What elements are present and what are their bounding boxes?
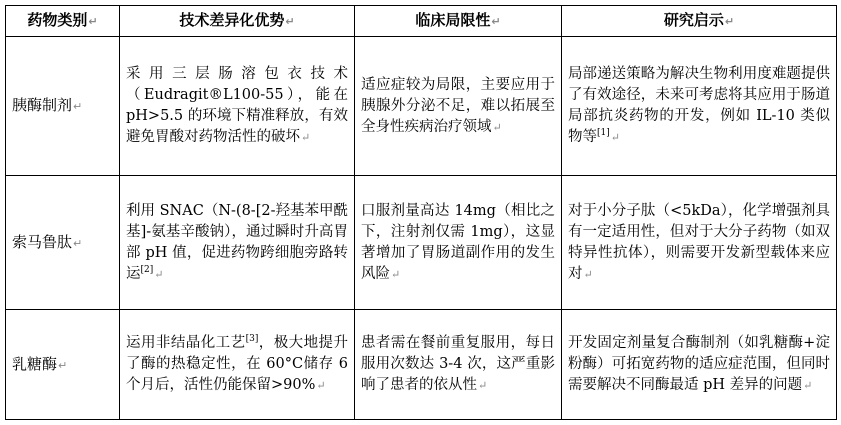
- header-advantage: 技术差异化优势↵: [120, 6, 355, 37]
- header-limitation: 临床局限性↵: [355, 6, 562, 37]
- limitation-cell: 患者需在餐前重复服用，每日服用次数达 3-4 次，这严重影响了患者的依从性↵: [355, 310, 562, 420]
- advantage-cell: 运用非结晶化工艺[3]，极大地提升了酶的热稳定性，在 60°C储存 6 个月后，活性仍能保留>90%↵: [120, 310, 355, 420]
- table-row: [6, 176, 837, 310]
- insight-cell: 开发固定剂量复合酶制剂（如乳糖酶+淀粉酶）可拓宽药物的适应症范围，但同时需要解决不同酶最适 pH 差异的问题↵: [562, 310, 837, 420]
- header-drug-category: 药物类别↵: [6, 6, 120, 37]
- header-insight: 研究启示↵: [562, 6, 837, 37]
- insight-cell: 对于小分子肽（<5kDa），化学增强剂具有一定适用性，但对于大分子药物（如双特异性抗体），则需要开发新型载体来应对↵: [562, 176, 837, 310]
- comparison-table: [5, 5, 837, 420]
- table-row: [6, 310, 837, 420]
- advantage-cell: 采用三层肠溶包衣技术（Eudragit®L100-55），能在 pH>5.5 的环境下精准释放，有效避免胃酸对药物活性的破坏↵: [120, 37, 355, 176]
- limitation-cell: 适应症较为局限，主要应用于胰腺外分泌不足，难以拓展至全身性疾病治疗领域↵: [355, 37, 562, 176]
- limitation-cell: 口服剂量高达 14mg（相比之下，注射剂仅需 1mg），这显著增加了胃肠道副作用的发生风险↵: [355, 176, 562, 310]
- advantage-cell: 利用 SNAC（N-(8-[2-羟基苯甲酰基]-氨基辛酸钠），通过瞬时升高胃部 pH 值，促进药物跨细胞旁路转运[2]↵: [120, 176, 355, 310]
- drug-name: 胰酶制剂↵: [6, 37, 120, 176]
- citation-ref: [1]: [597, 128, 610, 139]
- citation-ref: [2]: [140, 264, 154, 275]
- drug-name: 乳糖酶↵: [6, 310, 120, 420]
- drug-name: 索马鲁肽↵: [6, 176, 120, 310]
- insight-cell: 局部递送策略为解决生物利用度难题提供了有效途径，未来可考虑将其应用于肠道局部抗炎药物的开发，例如 IL-10 类似物等[1]↵: [562, 37, 837, 176]
- table-row: [6, 37, 837, 176]
- citation-ref: [3]: [245, 334, 259, 345]
- header-row: [6, 6, 837, 37]
